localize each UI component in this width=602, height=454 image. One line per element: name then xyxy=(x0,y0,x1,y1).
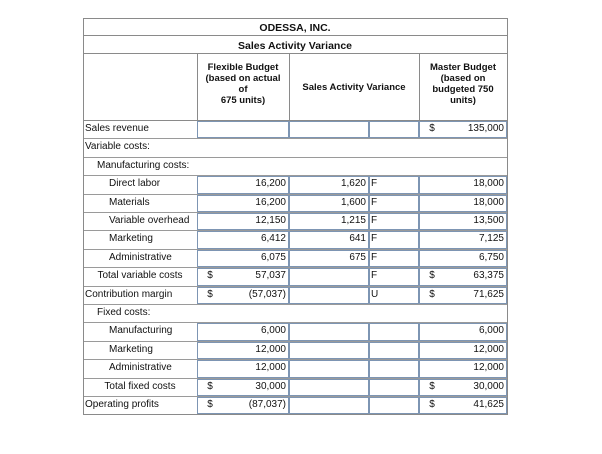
flex-currency-symbol: $ xyxy=(207,399,213,410)
master-header-line: budgeted 750 xyxy=(432,84,494,95)
flex-currency-symbol xyxy=(200,323,220,339)
flex-currency-symbol: $ xyxy=(207,270,213,282)
master-budget-value: 63,375 xyxy=(473,270,504,282)
table-border-right xyxy=(507,18,508,415)
master-currency-symbol xyxy=(422,250,442,266)
master-currency-symbol xyxy=(422,305,442,321)
favorable-unfavorable-flag: F xyxy=(371,251,378,263)
flexible-budget-header xyxy=(197,62,289,106)
flexible-header-line: (based on actual xyxy=(205,73,281,84)
master-budget-value: 12,000 xyxy=(473,343,504,355)
flex-currency-symbol xyxy=(200,342,220,358)
master-header-line: units) xyxy=(450,95,476,106)
row-label: Marketing xyxy=(109,233,153,245)
row-label: Manufacturing xyxy=(109,325,173,337)
table-row xyxy=(83,267,507,285)
row-label: Operating profits xyxy=(85,399,159,410)
header-column-divider xyxy=(419,53,420,120)
flex-currency-symbol xyxy=(200,158,220,174)
table-row xyxy=(83,194,507,212)
flex-currency-symbol xyxy=(200,213,220,229)
master-currency-symbol xyxy=(422,323,442,339)
flex-currency-symbol xyxy=(200,231,220,247)
title-divider xyxy=(83,35,507,36)
flex-currency-symbol: $ xyxy=(207,288,213,300)
flex-currency-symbol xyxy=(200,250,220,266)
master-budget-value: 6,750 xyxy=(478,251,504,263)
master-header-line: Master Budget xyxy=(430,62,496,73)
table-row xyxy=(83,396,507,414)
table-row xyxy=(83,138,507,156)
table-row xyxy=(83,230,507,248)
sales-activity-variance-header: Sales Activity Variance xyxy=(302,82,406,93)
favorable-unfavorable-flag xyxy=(371,342,383,358)
favorable-unfavorable-flag xyxy=(371,323,383,339)
row-label: Fixed costs: xyxy=(97,307,151,318)
variance-value xyxy=(292,139,366,155)
flexible-budget-value xyxy=(220,139,286,155)
master-currency-symbol xyxy=(422,195,442,211)
flex-currency-symbol: $ xyxy=(207,380,213,392)
variance-report-table xyxy=(83,18,507,414)
table-row xyxy=(83,175,507,193)
master-budget-value xyxy=(442,158,504,174)
master-currency-symbol: $ xyxy=(429,288,435,300)
row-label: Contribution margin xyxy=(85,288,173,300)
master-budget-value: 18,000 xyxy=(473,178,504,190)
flex-currency-symbol xyxy=(200,195,220,211)
header-column-divider xyxy=(197,53,198,120)
master-currency-symbol xyxy=(422,231,442,247)
flexible-budget-value: (57,037) xyxy=(248,288,286,300)
table-row xyxy=(83,249,507,267)
flexible-budget-value: 30,000 xyxy=(255,380,286,392)
variance-value xyxy=(292,342,366,358)
master-currency-symbol xyxy=(422,176,442,192)
row-label: Materials xyxy=(109,196,150,208)
row-label: Marketing xyxy=(109,343,153,355)
master-budget-value: 71,625 xyxy=(473,288,504,300)
table-row xyxy=(83,304,507,322)
flexible-header-line: of xyxy=(238,84,248,95)
variance-value xyxy=(292,323,366,339)
master-header-line: (based on xyxy=(440,73,486,84)
row-label: Direct labor xyxy=(109,178,161,190)
header-column-divider xyxy=(289,53,290,120)
flexible-budget-value: 16,200 xyxy=(255,178,286,190)
favorable-unfavorable-flag xyxy=(371,397,383,413)
flexible-budget-value: 6,075 xyxy=(260,251,286,263)
flexible-budget-value: 12,150 xyxy=(255,215,286,226)
company-name: ODESSA, INC. xyxy=(259,22,331,34)
row-label: Variable costs: xyxy=(85,141,150,153)
table-row xyxy=(83,359,507,377)
row-label: Variable overhead xyxy=(109,215,190,226)
flexible-budget-value xyxy=(220,158,286,174)
master-budget-value: 7,125 xyxy=(478,233,504,245)
flex-currency-symbol xyxy=(200,121,220,137)
master-budget-header xyxy=(419,62,507,106)
row-label: Sales revenue xyxy=(85,123,149,134)
table-border-top xyxy=(83,18,507,19)
header-bottom-border xyxy=(83,120,507,121)
variance-value xyxy=(292,397,366,413)
master-budget-value: 135,000 xyxy=(467,123,504,134)
flexible-budget-value: 12,000 xyxy=(255,343,286,355)
report-title: Sales Activity Variance xyxy=(237,40,352,52)
variance-value xyxy=(292,360,366,376)
table-row xyxy=(83,322,507,340)
table-row xyxy=(83,341,507,359)
variance-value: 1,215 xyxy=(340,215,366,226)
variance-value: 1,620 xyxy=(340,178,366,190)
variance-value xyxy=(292,268,366,284)
master-budget-value: 13,500 xyxy=(473,215,504,226)
flexible-header-line: Flexible Budget xyxy=(207,62,279,73)
favorable-unfavorable-flag xyxy=(371,360,383,376)
master-currency-symbol: $ xyxy=(429,270,435,282)
variance-value xyxy=(292,379,366,395)
master-budget-value xyxy=(442,139,504,155)
table-border-bottom xyxy=(83,414,507,415)
flexible-budget-value: 6,412 xyxy=(260,233,286,245)
favorable-unfavorable-flag: F xyxy=(371,178,378,190)
master-budget-value: 12,000 xyxy=(473,362,504,374)
favorable-unfavorable-flag xyxy=(371,379,383,395)
variance-value xyxy=(292,305,366,321)
variance-value: 675 xyxy=(349,251,366,263)
table-row xyxy=(83,157,507,175)
flexible-budget-value: (87,037) xyxy=(248,399,286,410)
table-row xyxy=(83,120,507,138)
variance-value: 1,600 xyxy=(340,196,366,208)
master-currency-symbol: $ xyxy=(429,380,435,392)
master-budget-value: 41,625 xyxy=(473,399,504,410)
flex-currency-symbol xyxy=(200,305,220,321)
row-label: Administrative xyxy=(109,251,172,263)
flexible-budget-value: 12,000 xyxy=(255,362,286,374)
favorable-unfavorable-flag: F xyxy=(371,270,378,282)
table-border-left xyxy=(83,18,84,414)
favorable-unfavorable-flag: F xyxy=(371,196,378,208)
favorable-unfavorable-flag: F xyxy=(371,233,378,245)
master-currency-symbol: $ xyxy=(429,399,435,410)
variance-value xyxy=(292,287,366,303)
flexible-budget-value xyxy=(220,305,286,321)
master-budget-value xyxy=(442,305,504,321)
variance-value xyxy=(292,121,366,137)
table-row xyxy=(83,378,507,396)
flexible-budget-value: 57,037 xyxy=(255,270,286,282)
row-label: Total variable costs xyxy=(97,270,183,282)
flex-currency-symbol xyxy=(200,360,220,376)
master-currency-symbol xyxy=(422,213,442,229)
master-currency-symbol: $ xyxy=(429,123,435,134)
flexible-budget-value: 6,000 xyxy=(260,325,286,337)
favorable-unfavorable-flag: U xyxy=(371,288,379,300)
master-budget-value: 30,000 xyxy=(473,380,504,392)
favorable-unfavorable-flag xyxy=(371,158,383,174)
master-budget-value: 6,000 xyxy=(478,325,504,337)
master-currency-symbol xyxy=(422,342,442,358)
flexible-header-line: 675 units) xyxy=(220,95,266,106)
master-currency-symbol xyxy=(422,158,442,174)
flex-currency-symbol xyxy=(200,139,220,155)
favorable-unfavorable-flag xyxy=(371,305,383,321)
favorable-unfavorable-flag: F xyxy=(371,215,378,226)
row-label: Total fixed costs xyxy=(104,380,176,392)
table-row xyxy=(83,212,507,230)
flex-currency-symbol xyxy=(200,176,220,192)
row-label: Manufacturing costs: xyxy=(97,159,190,171)
row-label: Administrative xyxy=(109,362,172,374)
master-currency-symbol xyxy=(422,139,442,155)
variance-value xyxy=(292,158,366,174)
master-currency-symbol xyxy=(422,360,442,376)
favorable-unfavorable-flag xyxy=(371,139,383,155)
table-row xyxy=(83,286,507,304)
header-divider xyxy=(83,53,507,54)
master-budget-value: 18,000 xyxy=(473,196,504,208)
favorable-unfavorable-flag xyxy=(371,121,383,137)
variance-value: 641 xyxy=(349,233,366,245)
flexible-budget-value xyxy=(220,121,286,137)
flexible-budget-value: 16,200 xyxy=(255,196,286,208)
